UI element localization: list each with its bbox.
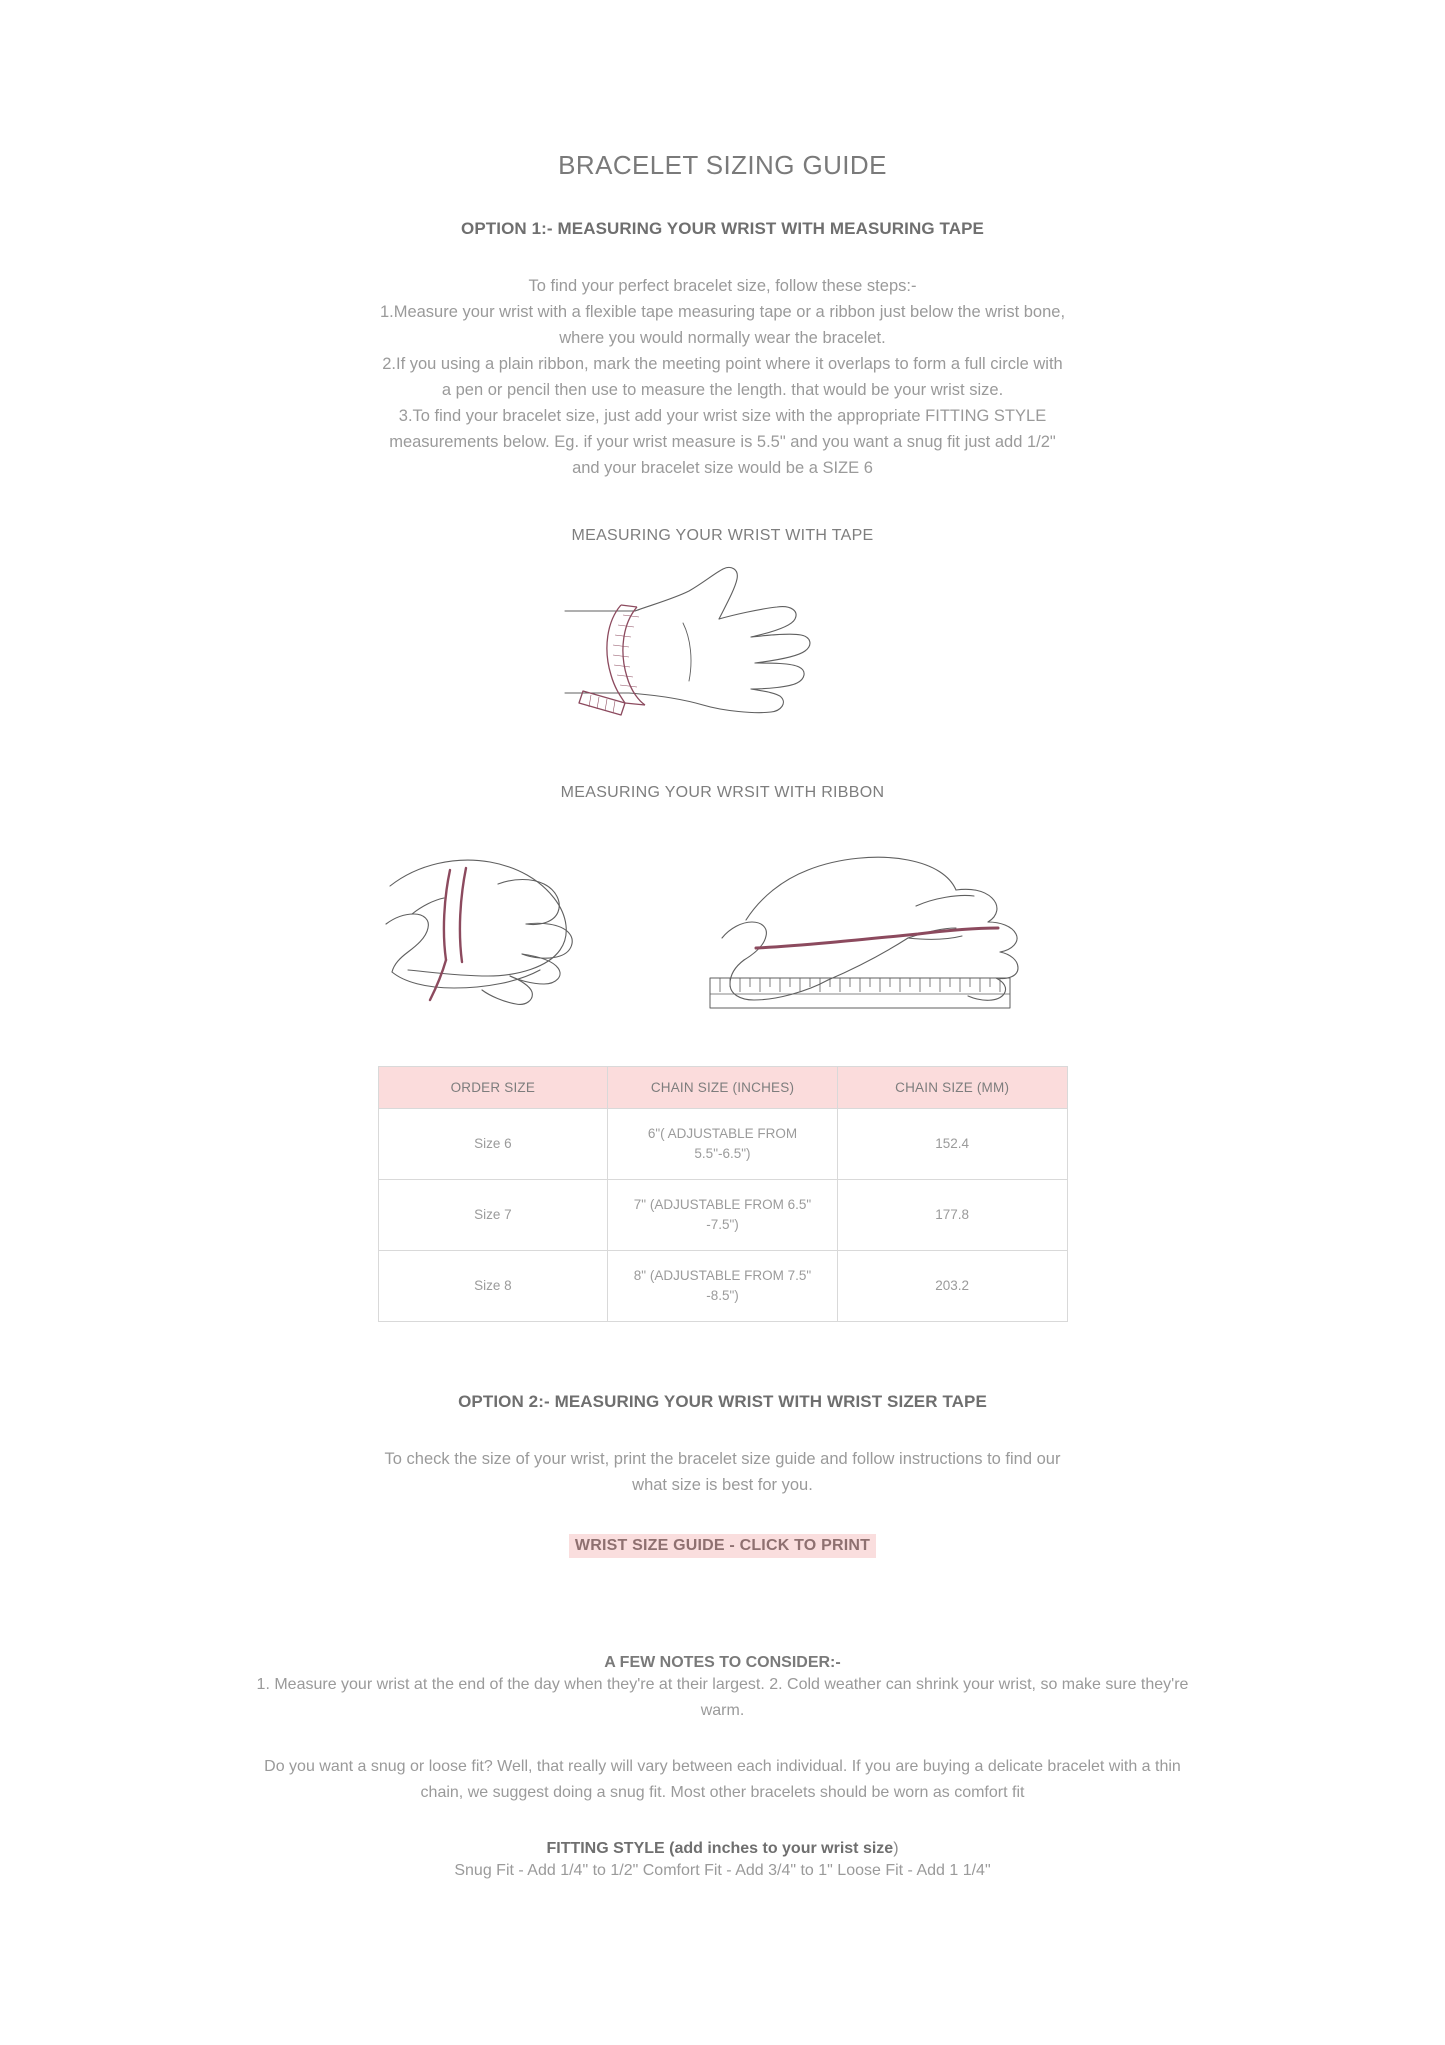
fit-advice-line: Do you want a snug or loose fit? Well, that really will vary between each individual. [264, 1758, 848, 1775]
intro-line: 3.To find your bracelet size, just add your wrist size with the appropriate FITTING STYLE [398, 407, 1047, 425]
page-title: BRACELET SIZING GUIDE [558, 150, 887, 180]
cell-order-size: Size 8 [378, 1251, 608, 1322]
fit-advice-line: bracelets should be worn as comfort fit [750, 1784, 1025, 1801]
ribbon-measurement-figure [250, 828, 1195, 1028]
ribbon-illustrations-icon [378, 828, 1068, 1028]
intro-paragraph [380, 273, 1065, 481]
cell-order-size: Size 7 [378, 1180, 608, 1251]
tape-caption: MEASURING YOUR WRIST WITH TAPE [571, 527, 874, 544]
intro-line: 2.If you using a plain ribbon, mark the meeting point where it overlaps to form a full circle with [382, 355, 1063, 373]
fitting-style-item: Comfort Fit - Add 3/4" to 1" [642, 1862, 833, 1879]
option2-heading: OPTION 2:- MEASURING YOUR WRIST WITH WRIST SIZER TAPE [458, 1392, 987, 1411]
cell-chain-mm: 152.4 [837, 1109, 1067, 1180]
cell-order-size: Size 6 [378, 1109, 608, 1180]
cell-chain-inches: 7" (ADJUSTABLE FROM 6.5" -7.5") [608, 1180, 838, 1251]
note-item: 1. Measure your wrist at the end of the day when they're at their largest. [256, 1676, 765, 1693]
open-hand-with-measuring-tape-icon [563, 563, 883, 738]
fit-advice-line: If you are buying a delicate bracelet with a thin chain, we suggest doing a snug fit. Most other [420, 1758, 1181, 1801]
notes-list [250, 1672, 1195, 1724]
option2-line: To check the size of your wrist, print the bracelet size guide and follow instructions to find our [384, 1450, 1061, 1468]
intro-line: To find your perfect bracelet size, follow these steps:- [528, 277, 917, 295]
ribbon-caption: MEASURING YOUR WRSIT WITH RIBBON [560, 784, 885, 801]
option1-heading: OPTION 1:- MEASURING YOUR WRIST WITH MEASURING TAPE [461, 219, 984, 238]
table-row [378, 1251, 1067, 1322]
option2-paragraph [385, 1446, 1061, 1498]
tape-measurement-figure [250, 563, 1195, 738]
table-row [378, 1180, 1067, 1251]
fitting-style-list [454, 1858, 990, 1883]
table-header-row [378, 1067, 1067, 1109]
intro-line: and your bracelet size would be a SIZE 6 [572, 459, 873, 477]
fitting-style-heading-bold: FITTING STYLE (add inches to your wrist size [546, 1840, 894, 1857]
column-header-order-size: ORDER SIZE [378, 1067, 608, 1109]
notes-heading: A FEW NOTES TO CONSIDER:- [604, 1654, 841, 1671]
intro-line: a pen or pencil then use to measure the length. that would be your wrist size. [441, 381, 1004, 399]
cell-chain-mm: 177.8 [837, 1180, 1067, 1251]
table-row [378, 1109, 1067, 1180]
cell-chain-inches: 8" (ADJUSTABLE FROM 7.5" -8.5") [608, 1251, 838, 1322]
column-header-chain-size-inches: CHAIN SIZE (INCHES) [608, 1067, 838, 1109]
note-item: 2. Cold weather can shrink your wrist, so make sure they're warm. [700, 1676, 1189, 1719]
print-size-guide-link[interactable]: WRIST SIZE GUIDE - CLICK TO PRINT [569, 1534, 876, 1558]
column-header-chain-size-mm: CHAIN SIZE (MM) [837, 1067, 1067, 1109]
option2-line: what size is best for you. [632, 1476, 813, 1494]
fitting-style-item: Snug Fit - Add 1/4" to 1/2" [454, 1862, 639, 1879]
size-table [378, 1066, 1068, 1322]
intro-line: 1.Measure your wrist with a flexible tape measuring tape or a ribbon just below the wrist bone, [379, 303, 1066, 321]
cell-chain-mm: 203.2 [837, 1251, 1067, 1322]
cell-chain-inches: 6"( ADJUSTABLE FROM 5.5"-6.5") [608, 1109, 838, 1180]
intro-line: where you would normally wear the bracelet. [559, 329, 886, 347]
fitting-style-heading-tail: ) [893, 1840, 899, 1857]
fit-advice-paragraph [250, 1754, 1195, 1806]
intro-line: measurements below. Eg. if your wrist measure is 5.5" and you want a snug fit just add 1/2" [389, 433, 1056, 451]
fitting-style-heading [546, 1840, 898, 1858]
fitting-style-item: Loose Fit - Add 1 1/4" [837, 1862, 991, 1879]
